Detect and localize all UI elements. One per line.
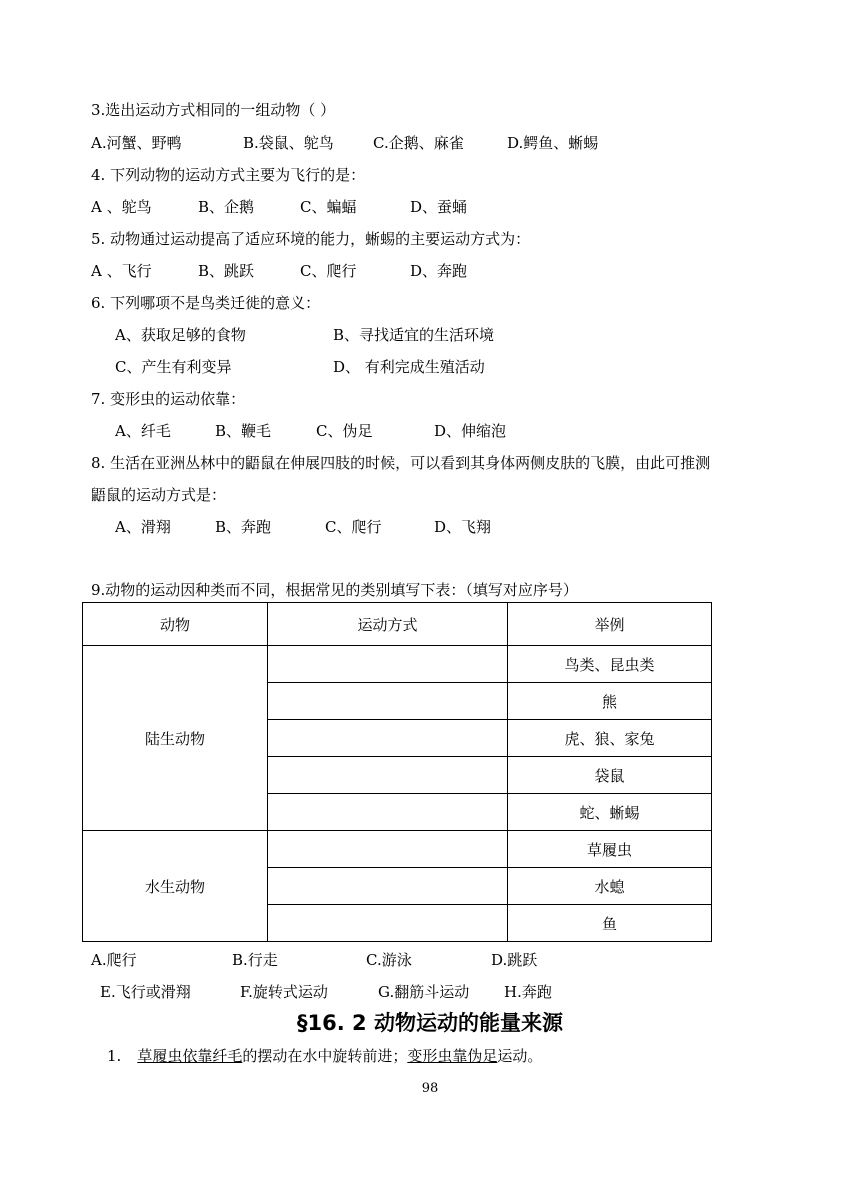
movement-blank-cell[interactable]: [268, 868, 508, 905]
example-cell: 熊: [508, 683, 712, 720]
item-number: 1.: [107, 1047, 122, 1065]
q9-option-g: G.翻筋斗运动: [378, 983, 470, 1001]
example-cell: 水螅: [508, 868, 712, 905]
q9-option-f: F.旋转式运动: [240, 983, 328, 1001]
underlined-answer-1: 草履虫依靠纤毛: [137, 1047, 243, 1065]
movement-blank-cell[interactable]: [268, 794, 508, 831]
q9-option-b: B.行走: [232, 951, 278, 969]
header-animal: 动物: [83, 603, 268, 646]
q6-option-a: A、获取足够的食物: [115, 326, 246, 344]
underlined-answer-2: 变形虫靠伪足: [407, 1047, 498, 1065]
q9-stem: 9.动物的运动因种类而不同，根据常见的类别填写下表：（填写对应序号）: [91, 581, 578, 599]
movement-blank-cell[interactable]: [268, 757, 508, 794]
q5-stem: 5. 动物通过运动提高了适应环境的能力，蜥蜴的主要运动方式为：: [91, 230, 531, 248]
q5-option-b: B、跳跃: [198, 262, 255, 280]
q5-option-a: A 、飞行: [91, 262, 152, 280]
q3-stem: 3.选出运动方式相同的一组动物（ ）: [91, 101, 336, 119]
movement-blank-cell[interactable]: [268, 683, 508, 720]
q6-option-d: D、 有利完成生殖活动: [333, 358, 485, 376]
section-item-1: [107, 1046, 542, 1066]
q3-option-b: B.袋鼠、鸵鸟: [243, 134, 334, 152]
q3-option-d: D.鳄鱼、蜥蜴: [507, 134, 599, 152]
q3-option-a: A.河蟹、野鸭: [91, 134, 182, 152]
q8-option-c: C、爬行: [325, 518, 382, 536]
q8-option-a: A、滑翔: [115, 518, 171, 536]
land-animal-group: 陆生动物: [83, 646, 268, 831]
q7-option-d: D、伸缩泡: [434, 422, 507, 440]
movement-blank-cell[interactable]: [268, 831, 508, 868]
table-row: [83, 646, 712, 683]
q4-option-c: C、蝙蝠: [300, 198, 357, 216]
q7-option-c: C、伪足: [316, 422, 373, 440]
header-example: 举例: [508, 603, 712, 646]
example-cell: 袋鼠: [508, 757, 712, 794]
q9-option-a: A.爬行: [91, 951, 137, 969]
movement-blank-cell[interactable]: [268, 720, 508, 757]
table-header-row: [83, 603, 712, 646]
q6-option-c: C、产生有利变异: [115, 358, 232, 376]
header-movement: 运动方式: [268, 603, 508, 646]
q3-option-c: C.企鹅、麻雀: [373, 134, 464, 152]
q4-option-d: D、蚕蛹: [410, 198, 468, 216]
q4-option-a: A 、鸵鸟: [91, 198, 152, 216]
movement-blank-cell[interactable]: [268, 646, 508, 683]
q6-option-b: B、寻找适宜的生活环境: [333, 326, 495, 344]
item-text-1: 的摆动在水中旋转前进；: [242, 1047, 408, 1065]
q7-option-b: B、鞭毛: [215, 422, 272, 440]
q8-stem-line1: 8. 生活在亚洲丛林中的鼯鼠在伸展四肢的时候，可以看到其身体两侧皮肤的飞膜，由此可推测: [91, 454, 711, 472]
q9-option-c: C.游泳: [366, 951, 412, 969]
example-cell: 虎、狼、家兔: [508, 720, 712, 757]
movement-table: [82, 602, 712, 942]
q8-stem-line2: 鼯鼠的运动方式是：: [91, 486, 227, 504]
movement-blank-cell[interactable]: [268, 905, 508, 942]
q4-option-b: B、企鹅: [198, 198, 255, 216]
q4-stem: 4. 下列动物的运动方式主要为飞行的是：: [91, 166, 366, 184]
example-cell: 鸟类、昆虫类: [508, 646, 712, 683]
q9-option-e: E.飞行或滑翔: [100, 983, 191, 1001]
section-title: §16. 2 动物运动的能量来源: [297, 1011, 563, 1035]
example-cell: 蛇、蜥蜴: [508, 794, 712, 831]
q5-option-c: C、爬行: [300, 262, 357, 280]
q8-option-d: D、飞翔: [434, 518, 492, 536]
q9-option-h: H.奔跑: [504, 983, 552, 1001]
q7-stem: 7. 变形虫的运动依靠：: [91, 390, 246, 408]
item-text-2: 运动。: [497, 1047, 543, 1065]
q5-option-d: D、奔跑: [410, 262, 468, 280]
example-cell: 草履虫: [508, 831, 712, 868]
example-cell: 鱼: [508, 905, 712, 942]
q7-option-a: A、纤毛: [115, 422, 171, 440]
table-row: [83, 831, 712, 868]
water-animal-group: 水生动物: [83, 831, 268, 942]
q8-option-b: B、奔跑: [215, 518, 272, 536]
q6-stem: 6. 下列哪项不是鸟类迁徙的意义：: [91, 294, 321, 312]
page-number: 98: [421, 1081, 439, 1096]
q9-option-d: D.跳跃: [491, 951, 538, 969]
